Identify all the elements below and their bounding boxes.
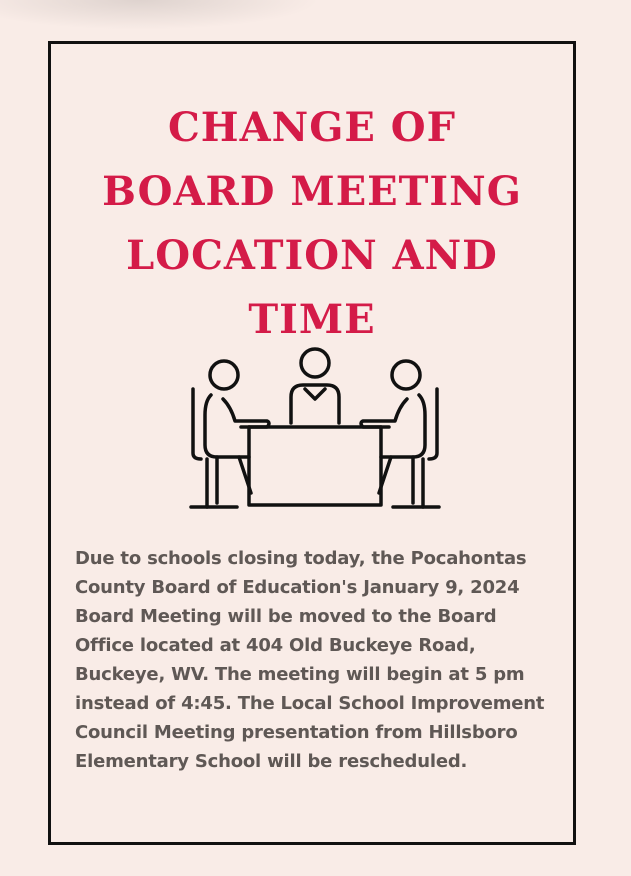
notice-title	[51, 96, 573, 352]
notice-frame	[48, 41, 576, 845]
meeting-table-icon	[187, 345, 443, 515]
announcement-text: Due to schools closing today, the Pocahontas County Board of Education's January 9, 2024 Board Meeting will be moved to the Board Office located at 404 Old Buckeye Road, Buckeye, WV. The meeting will begin at 5 pm instead of 4:45. The Local School Improvement Council Meeting presentation from Hillsboro Elementary School will be rescheduled.	[75, 548, 545, 772]
title-line-3: LOCATION AND	[126, 232, 498, 279]
title-line-2: BOARD MEETING	[102, 168, 522, 215]
title-line-1: CHANGE OF	[167, 104, 457, 151]
title-line-4: TIME	[248, 296, 376, 343]
corner-shadow	[0, 0, 320, 30]
